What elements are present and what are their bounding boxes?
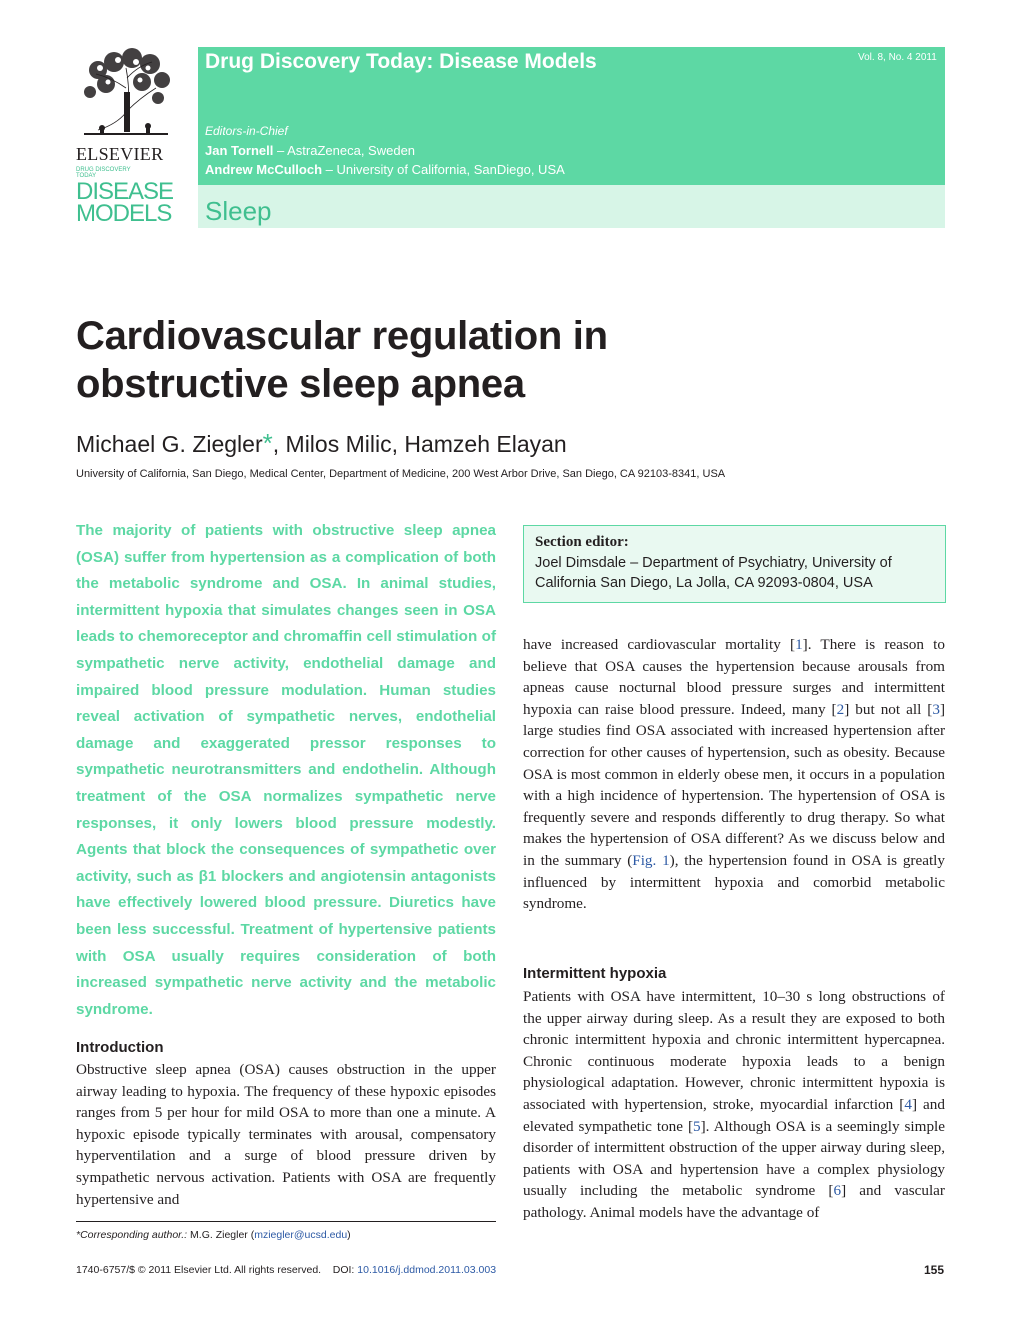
publisher-name: ELSEVIER [76,144,164,164]
volume-info: Vol. 8, No. 4 2011 [858,52,937,63]
affiliation: University of California, San Diego, Medical Center, Department of Medicine, 200 West Arbor Drive, San Diego, CA 92103-8341, USA [76,468,726,480]
page-number: 155 [924,1263,945,1277]
topic-label: Sleep [205,196,272,226]
article-title: Cardiovascular regulation in obstructive sleep apnea [76,314,608,406]
ref-5-link[interactable]: 5 [693,1117,701,1135]
brand-small: DRUG DISCOVERY TODAY [76,167,131,179]
editor-2: Andrew McCulloch – University of California, SanDiego, USA [205,162,565,177]
editor-1: Jan Tornell – AstraZeneca, Sweden [205,143,416,158]
corresponding-author-note: *Corresponding author.: M.G. Ziegler (mziegler@ucsd.edu) [76,1229,351,1241]
copyright-doi: 1740-6757/$ © 2011 Elsevier Ltd. All rights reserved. DOI: 10.1016/j.ddmod.2011.03.003 [76,1264,497,1276]
corresponding-mark[interactable]: * [262,428,273,458]
doi-link[interactable]: 10.1016/j.ddmod.2011.03.003 [357,1264,497,1276]
introduction-heading: Introduction [76,1039,164,1056]
footnote-divider [76,1221,496,1222]
right-paragraph-2: Patients with OSA have intermittent, 10–30 s long obstructions of the upper airway during sleep. As a result they are exposed to both chronic intermittent hypoxia and chronic intermittent hypercapnea. Chronic continuous moderate hypoxia leads to a benign physiological adaptation. However, chronic intermittent hypoxia is associated with hypertension, stroke, myocardial infarction [4] and elevated sympathetic tone [5]. Although OSA is a seemingly simple disorder of intermittent obstruction of the upper airway during sleep, patients with OSA and hypertension have a complex physiology usually including the metabolic syndrome [6] and vascular pathology. Animal models have the advantage of [523,988,945,1221]
fig-1-link[interactable]: Fig. 1 [632,851,670,869]
section-editor-label: Section editor: [535,534,629,550]
section-editor-text: Joel Dimsdale – Department of Psychiatry, University of California San Diego, La Jolla, CA 92093-0804, USA [535,555,892,591]
elsevier-tree-icon [78,48,174,140]
ref-3-link[interactable]: 3 [932,700,940,718]
brand-name: DISEASE MODELS [76,178,174,227]
introduction-text: Obstructive sleep apnea (OSA) causes obstruction in the upper airway leading to hypoxia. The frequency of these hypoxic episodes ranges from 5 per hour for mild OSA to more than one a minute. A hypoxic episode typically terminates with arousal, compensatory hyperventilation and a surge of blood pressure driven by sympathetic nervous activation. Patients with OSA are frequently hypertensive and [76,1061,496,1208]
publisher-logo [76,48,176,228]
intermittent-hypoxia-heading: Intermittent hypoxia [523,965,667,982]
abstract: The majority of patients with obstructive sleep apnea (OSA) suffer from hypertension as a complication of both the metabolic syndrome and OSA. In animal studies, intermittent hypoxia that simulates changes seen in OSA leads to chemoreceptor and chromaffin cell stimulation of sympathetic nerve activity, endothelial damage and impaired blood pressure modulation. Human studies reveal activation of sympathetic nerves, endothelial damage and exaggerated pressor responses to sympathetic neurotransmitters and endothelin. Although treatment of the OSA normalizes sympathetic nerve responses, it only lowers blood pressure modestly. Agents that block the consequences of sympathetic over activity, such as β1 blockers and angiotensin antagonists have effectively lowered blood pressure. Diuretics have been less successful. Treatment of hypertensive patients with OSA usually requires consideration of both increased sympathetic nerve activity and the metabolic syndrome. [76,522,496,1018]
ref-6-link[interactable]: 6 [833,1182,842,1200]
author-email-link[interactable]: mziegler@ucsd.edu [254,1229,348,1241]
right-paragraph-1: have increased cardiovascular mortality [1]. There is reason to believe that OSA causes the hypertension because arousals from apneas cause nocturnal blood pressure surges and intermittent hypoxia can raise blood pressure. Indeed, many [2] but not all [3] large studies find OSA associated with increased hypertension after correction for other causes of hypertension, such as obesity. Because OSA is most common in elderly obese men, it occurs in a population with a high incidence of hypertension. The hypertension of OSA is frequently severe and responds differently to drug therapy. So what makes the hypertension of OSA different? As we discuss below and in the summary (Fig. 1), the hypertension found in OSA is greatly influenced by intermittent hypoxia and comorbid metabolic syndrome. [523,636,946,913]
authors: Michael G. Ziegler*, Milos Milic, Hamzeh Elayan [76,428,567,458]
ref-2-link[interactable]: 2 [836,700,845,718]
ref-1-link[interactable]: 1 [795,636,803,653]
ref-4-link[interactable]: 4 [904,1095,912,1113]
editors-label: Editors-in-Chief [205,124,288,138]
journal-title: Drug Discovery Today: Disease Models [205,50,597,73]
topic-band [198,185,945,228]
